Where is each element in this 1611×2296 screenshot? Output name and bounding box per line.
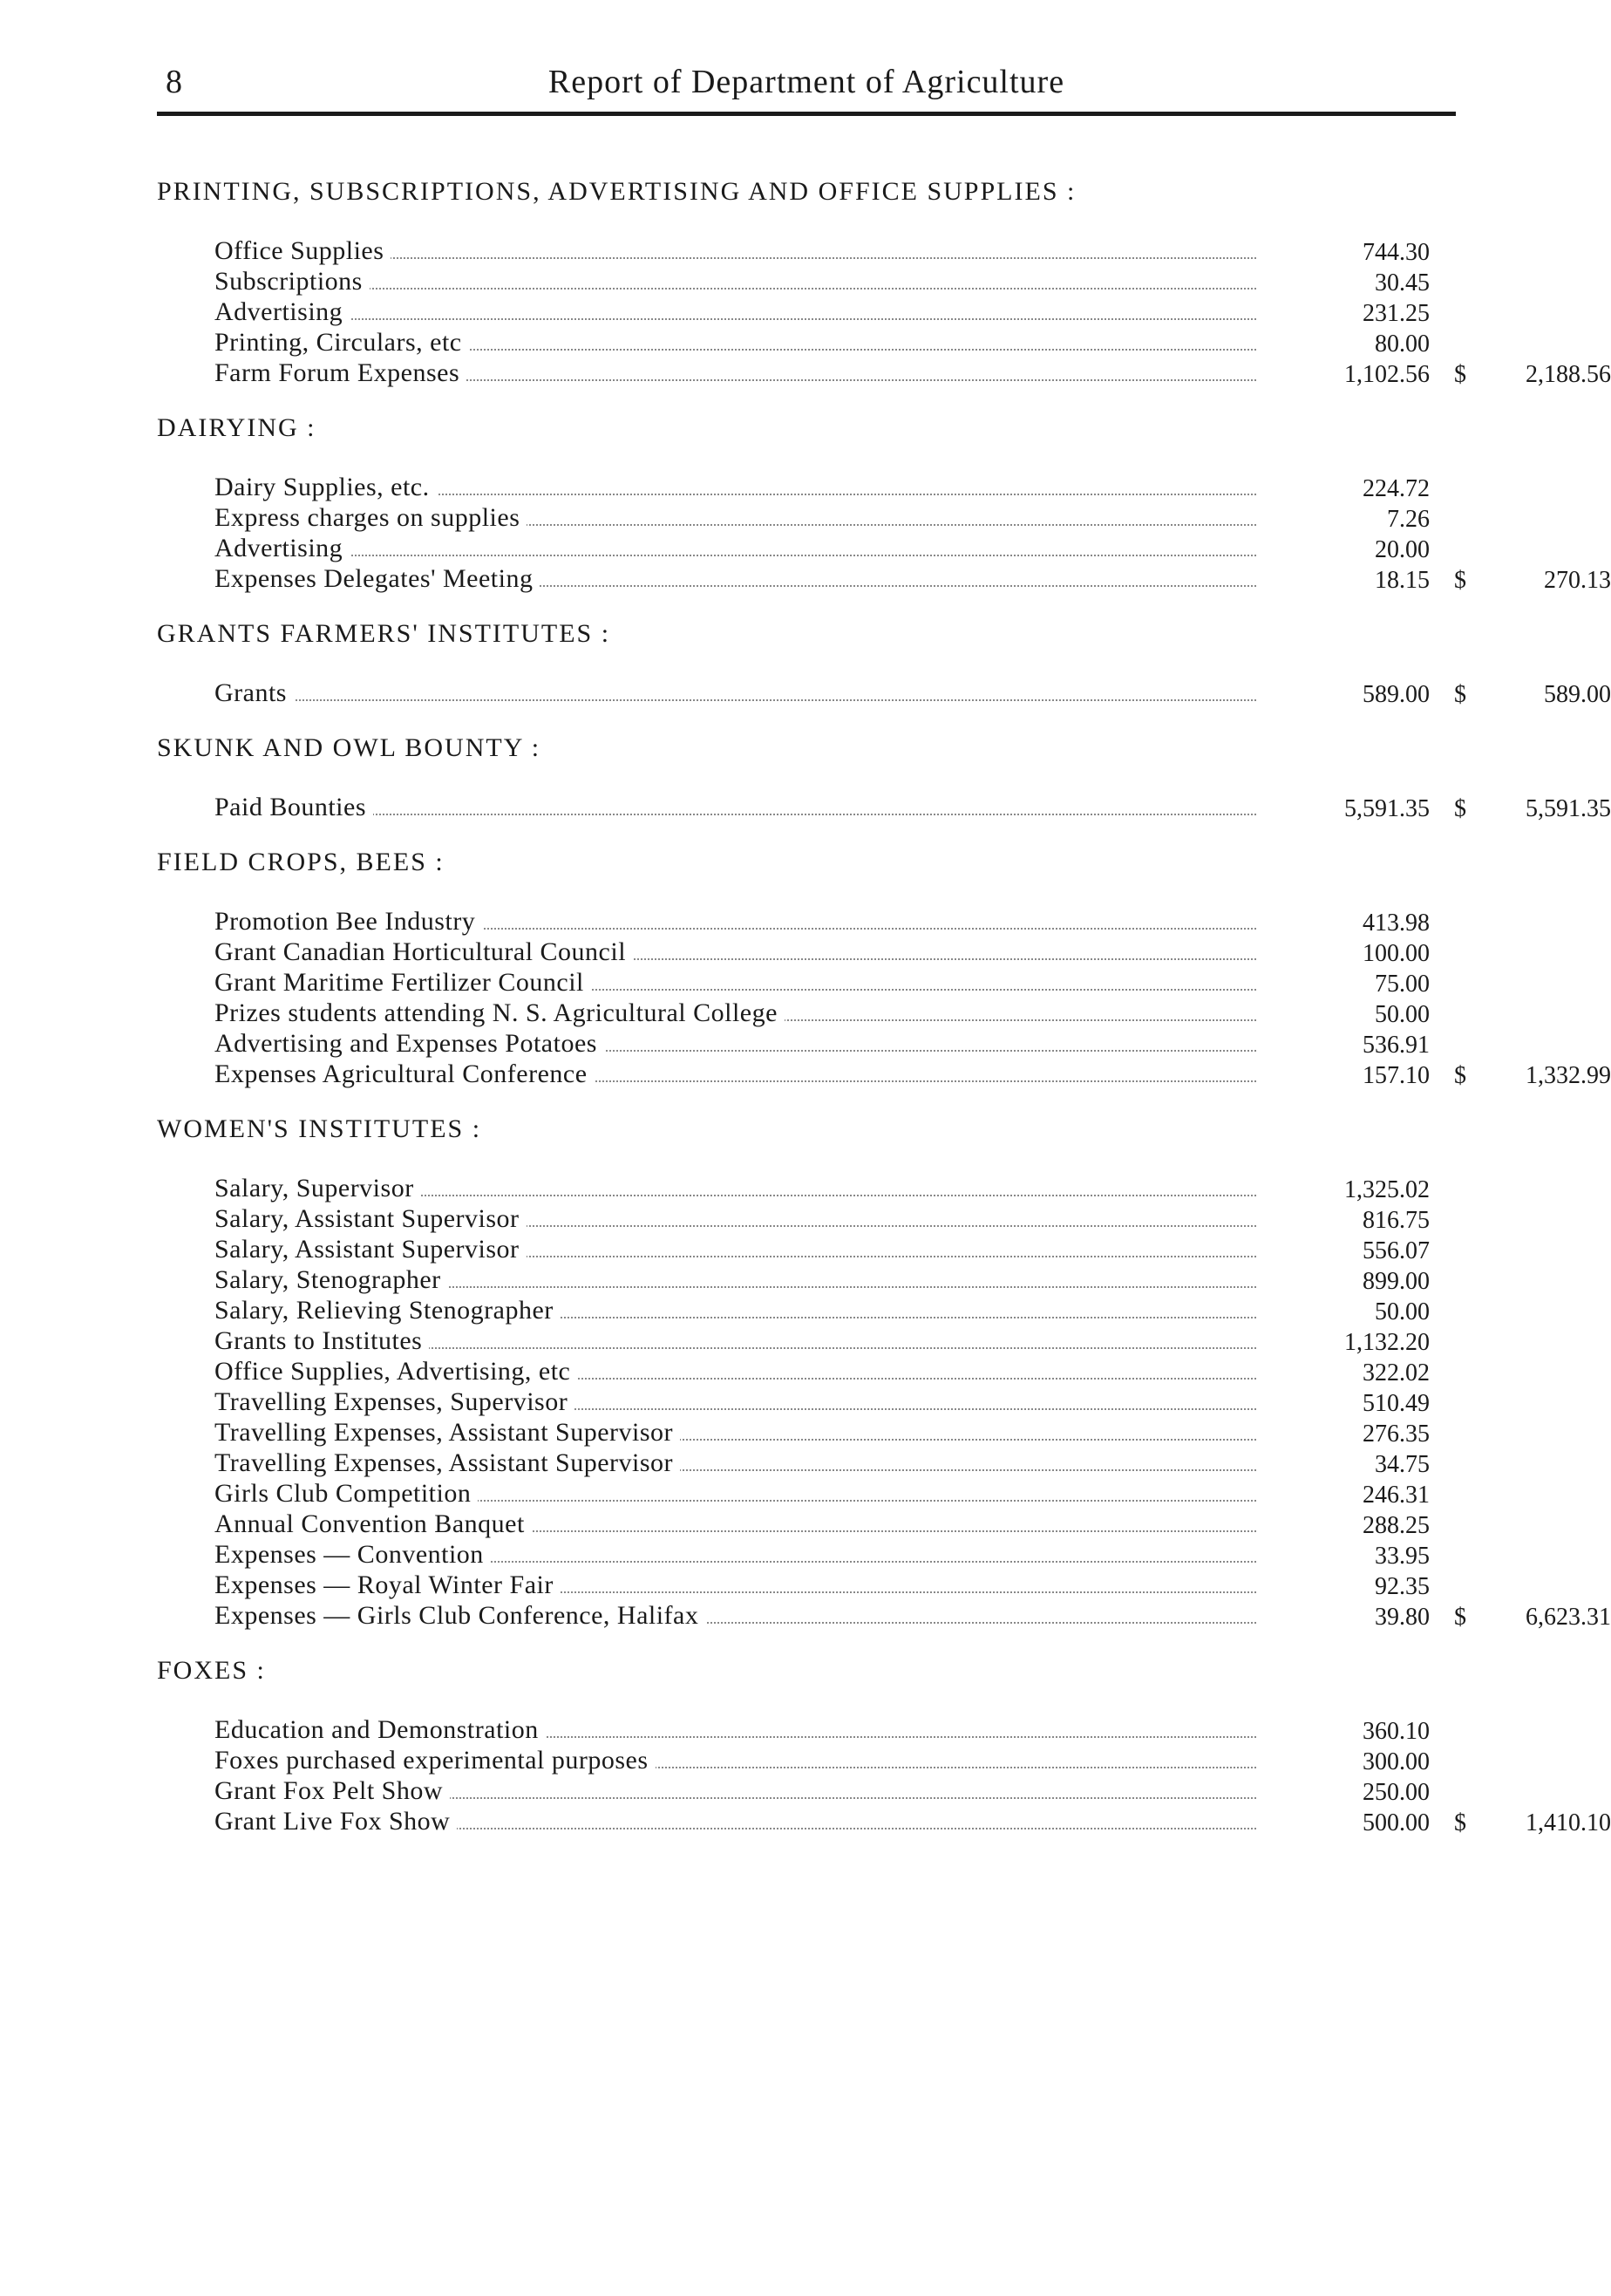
line-item bbox=[157, 1234, 1456, 1264]
line-item-label: Salary, Relieving Stenographer bbox=[214, 1296, 561, 1325]
page-header bbox=[157, 63, 1456, 115]
report-section bbox=[157, 731, 1611, 822]
currency-symbol: $ bbox=[1454, 681, 1466, 708]
currency-symbol: $ bbox=[1454, 567, 1466, 594]
section-items bbox=[157, 472, 1611, 594]
line-item-amount: 5,591.35 bbox=[1344, 795, 1430, 822]
line-item-amount: 300.00 bbox=[1363, 1748, 1430, 1775]
line-item bbox=[157, 1264, 1456, 1295]
line-item bbox=[157, 1059, 1611, 1089]
line-item-amount: 250.00 bbox=[1363, 1779, 1430, 1806]
currency-symbol: $ bbox=[1454, 1809, 1466, 1836]
line-item-label: Express charges on supplies bbox=[214, 503, 527, 532]
line-item bbox=[157, 1570, 1456, 1600]
line-item-label: Paid Bounties bbox=[214, 793, 373, 821]
currency-symbol: $ bbox=[1454, 1062, 1466, 1089]
line-item-amount: 816.75 bbox=[1363, 1207, 1430, 1234]
line-item bbox=[157, 967, 1456, 998]
line-item-label: Grants bbox=[214, 678, 294, 707]
line-item-label: Salary, Assistant Supervisor bbox=[214, 1235, 527, 1264]
line-item bbox=[157, 1806, 1611, 1836]
line-item-amount: 1,102.56 bbox=[1344, 361, 1430, 388]
section-title: SKUNK AND OWL BOUNTY : bbox=[157, 733, 541, 762]
report-section bbox=[157, 411, 1611, 594]
line-item-amount: 50.00 bbox=[1375, 1001, 1430, 1028]
line-item-amount: 322.02 bbox=[1363, 1359, 1430, 1386]
line-item-amount: 246.31 bbox=[1363, 1482, 1430, 1509]
line-item-label: Travelling Expenses, Assistant Supervisor bbox=[214, 1418, 680, 1447]
line-item-label: Prizes students attending N. S. Agricultural College bbox=[214, 998, 785, 1027]
section-items bbox=[157, 792, 1611, 822]
line-item-amount: 500.00 bbox=[1363, 1809, 1430, 1836]
section-title: WOMEN'S INSTITUTES : bbox=[157, 1114, 482, 1143]
line-item-label: Grant Canadian Horticultural Council bbox=[214, 937, 633, 966]
line-item-label: Travelling Expenses, Assistant Supervisor bbox=[214, 1448, 680, 1477]
line-item bbox=[157, 1478, 1456, 1509]
line-item-label: Office Supplies, Advertising, etc bbox=[214, 1357, 577, 1386]
line-item-label: Education and Demonstration bbox=[214, 1715, 546, 1744]
report-section bbox=[157, 617, 1611, 708]
line-item bbox=[157, 1173, 1456, 1203]
section-items bbox=[157, 1173, 1611, 1631]
line-item bbox=[157, 1775, 1456, 1806]
line-item bbox=[157, 1745, 1456, 1775]
line-item bbox=[157, 906, 1456, 937]
line-item-label: Grant Live Fox Show bbox=[214, 1807, 457, 1836]
line-item-label: Office Supplies bbox=[214, 236, 391, 265]
line-item-amount: 360.10 bbox=[1363, 1718, 1430, 1745]
line-item bbox=[157, 1539, 1456, 1570]
line-item-amount: 75.00 bbox=[1375, 971, 1430, 998]
line-item bbox=[157, 937, 1456, 967]
line-item-amount: 288.25 bbox=[1363, 1512, 1430, 1539]
line-item-label: Advertising bbox=[214, 534, 350, 562]
line-item-label: Salary, Assistant Supervisor bbox=[214, 1204, 527, 1233]
line-item-label: Promotion Bee Industry bbox=[214, 907, 482, 936]
line-item-label: Expenses — Royal Winter Fair bbox=[214, 1570, 561, 1599]
line-item-amount: 100.00 bbox=[1363, 940, 1430, 967]
section-total: 5,591.35 bbox=[1526, 795, 1611, 822]
line-item bbox=[157, 1386, 1456, 1417]
line-item-amount: 157.10 bbox=[1363, 1062, 1430, 1089]
line-item bbox=[157, 1203, 1456, 1234]
line-item-label: Girls Club Competition bbox=[214, 1479, 478, 1508]
line-item bbox=[157, 533, 1456, 563]
line-item-label: Expenses Agricultural Conference bbox=[214, 1059, 595, 1088]
line-item bbox=[157, 235, 1456, 266]
line-item bbox=[157, 472, 1456, 502]
line-item-amount: 536.91 bbox=[1363, 1032, 1430, 1059]
line-item-amount: 899.00 bbox=[1363, 1268, 1430, 1295]
line-item-label: Annual Convention Banquet bbox=[214, 1509, 532, 1538]
line-item-label: Grant Fox Pelt Show bbox=[214, 1776, 450, 1805]
currency-symbol: $ bbox=[1454, 795, 1466, 822]
line-item bbox=[157, 327, 1456, 358]
line-item-amount: 510.49 bbox=[1363, 1390, 1430, 1417]
line-item bbox=[157, 358, 1611, 388]
line-item-label: Salary, Supervisor bbox=[214, 1174, 421, 1203]
section-total: 6,623.31 bbox=[1526, 1604, 1611, 1631]
line-item-amount: 39.80 bbox=[1375, 1604, 1430, 1631]
section-total: 2,188.56 bbox=[1526, 361, 1611, 388]
line-item-label: Printing, Circulars, etc bbox=[214, 328, 469, 357]
line-item-amount: 20.00 bbox=[1375, 536, 1430, 563]
line-item bbox=[157, 678, 1611, 708]
section-items bbox=[157, 906, 1611, 1089]
line-item-label: Salary, Stenographer bbox=[214, 1265, 448, 1294]
line-item bbox=[157, 1028, 1456, 1059]
line-item-label: Travelling Expenses, Supervisor bbox=[214, 1387, 574, 1416]
line-item-label: Foxes purchased experimental purposes bbox=[214, 1746, 656, 1775]
line-item bbox=[157, 1600, 1611, 1631]
line-item-amount: 30.45 bbox=[1375, 269, 1430, 296]
line-item bbox=[157, 1295, 1456, 1325]
currency-symbol: $ bbox=[1454, 361, 1466, 388]
line-item bbox=[157, 792, 1611, 822]
page-number: 8 bbox=[166, 64, 182, 100]
line-item-amount: 33.95 bbox=[1375, 1543, 1430, 1570]
line-item-amount: 1,132.20 bbox=[1344, 1329, 1430, 1356]
line-item bbox=[157, 998, 1456, 1028]
expense-report bbox=[157, 174, 1611, 1859]
line-item bbox=[157, 1509, 1456, 1539]
currency-symbol: $ bbox=[1454, 1604, 1466, 1631]
section-total: 589.00 bbox=[1544, 681, 1611, 708]
line-item bbox=[157, 1714, 1456, 1745]
report-section bbox=[157, 1653, 1611, 1836]
line-item-label: Advertising and Expenses Potatoes bbox=[214, 1029, 604, 1058]
line-item-amount: 413.98 bbox=[1363, 910, 1430, 937]
section-items bbox=[157, 1714, 1611, 1836]
section-total: 270.13 bbox=[1544, 567, 1611, 594]
line-item bbox=[157, 1356, 1456, 1386]
line-item-amount: 556.07 bbox=[1363, 1237, 1430, 1264]
header-rule bbox=[157, 112, 1456, 116]
line-item bbox=[157, 563, 1611, 594]
line-item-amount: 744.30 bbox=[1363, 239, 1430, 266]
line-item-amount: 231.25 bbox=[1363, 300, 1430, 327]
line-item-amount: 589.00 bbox=[1363, 681, 1430, 708]
line-item bbox=[157, 296, 1456, 327]
line-item-amount: 50.00 bbox=[1375, 1298, 1430, 1325]
line-item-amount: 276.35 bbox=[1363, 1421, 1430, 1448]
line-item-amount: 1,325.02 bbox=[1344, 1176, 1430, 1203]
report-section bbox=[157, 845, 1611, 1089]
section-items bbox=[157, 678, 1611, 708]
line-item bbox=[157, 1448, 1456, 1478]
section-title: PRINTING, SUBSCRIPTIONS, ADVERTISING AND OFFICE SUPPLIES : bbox=[157, 177, 1077, 206]
section-total: 1,332.99 bbox=[1526, 1062, 1611, 1089]
running-title: Report of Department of Agriculture bbox=[547, 64, 1065, 100]
line-item bbox=[157, 266, 1456, 296]
report-section bbox=[157, 174, 1611, 388]
line-item bbox=[157, 1417, 1456, 1448]
line-item bbox=[157, 502, 1456, 533]
line-item-label: Grant Maritime Fertilizer Council bbox=[214, 968, 591, 997]
line-item-label: Advertising bbox=[214, 297, 350, 326]
line-item-label: Subscriptions bbox=[214, 267, 370, 296]
line-item-label: Dairy Supplies, etc. bbox=[214, 473, 437, 501]
line-item-label: Expenses — Girls Club Conference, Halifax bbox=[214, 1601, 705, 1630]
line-item-amount: 92.35 bbox=[1375, 1573, 1430, 1600]
line-item-amount: 224.72 bbox=[1363, 475, 1430, 502]
report-section bbox=[157, 1112, 1611, 1631]
line-item-label: Grants to Institutes bbox=[214, 1326, 429, 1355]
line-item-label: Expenses — Convention bbox=[214, 1540, 491, 1569]
line-item-amount: 7.26 bbox=[1387, 506, 1430, 533]
section-title: GRANTS FARMERS' INSTITUTES : bbox=[157, 619, 611, 648]
line-item bbox=[157, 1325, 1456, 1356]
section-total: 1,410.10 bbox=[1526, 1809, 1611, 1836]
line-item-label: Expenses Delegates' Meeting bbox=[214, 564, 540, 593]
section-title: FOXES : bbox=[157, 1656, 266, 1685]
line-item-label: Farm Forum Expenses bbox=[214, 358, 466, 387]
section-items bbox=[157, 235, 1611, 388]
section-title: DAIRYING : bbox=[157, 413, 316, 442]
line-item-amount: 80.00 bbox=[1375, 330, 1430, 358]
line-item-amount: 18.15 bbox=[1375, 567, 1430, 594]
section-title: FIELD CROPS, BEES : bbox=[157, 848, 445, 876]
line-item-amount: 34.75 bbox=[1375, 1451, 1430, 1478]
